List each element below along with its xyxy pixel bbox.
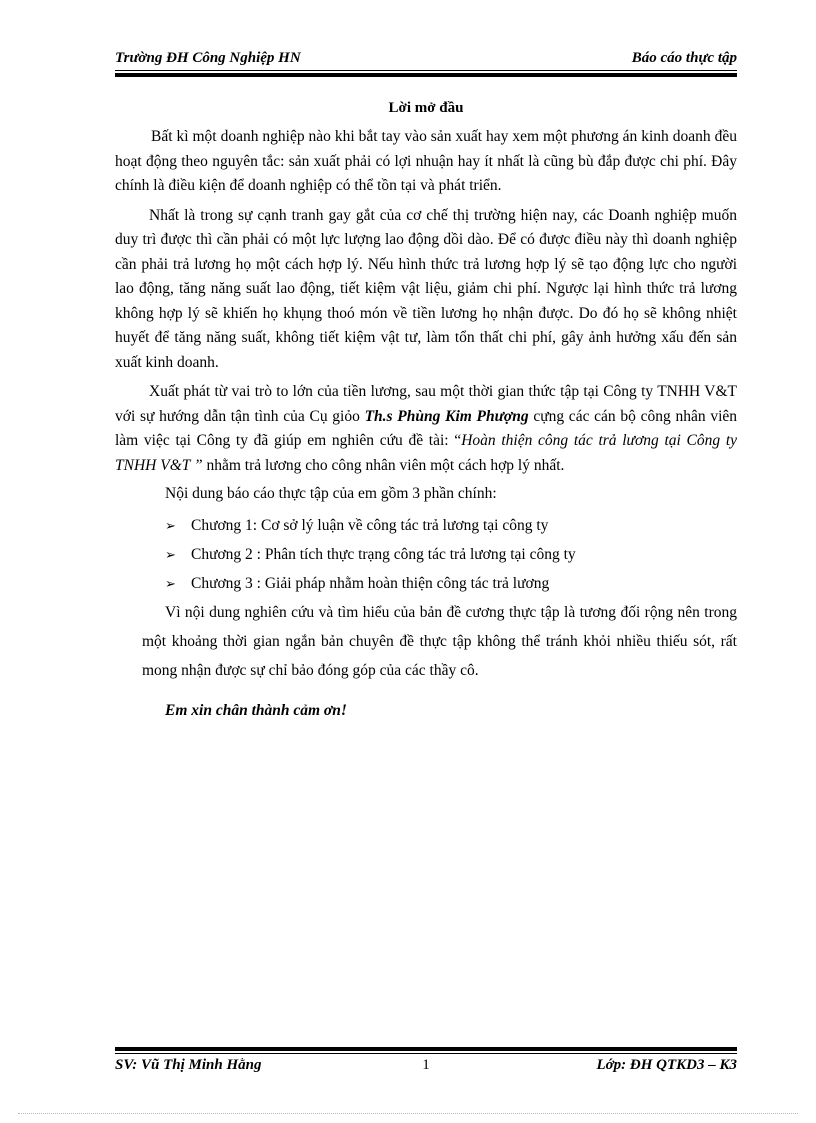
footer-class: Lớp: ĐH QTKD3 – K3 bbox=[596, 1057, 737, 1073]
footer-rule-thin bbox=[115, 1053, 737, 1054]
chapter-list bbox=[115, 511, 737, 598]
header-school: Trường ĐH Công Nghiệp HN bbox=[115, 50, 301, 66]
paragraph-3-text-b: cựng các cán bộ công nhân viên làm việc tại Công ty đã giúp em nghiên cứu đề tài: “ bbox=[115, 407, 737, 449]
paragraph-2: Nhất là trong sự cạnh tranh gay gắt của cơ chế thị trường hiện nay, các Doanh nghiệp muốn duy trì được thì cần phải có một lực lượng lao động dồi dào. Để có được điều này thì doanh nghiệp cần phải trả lương họ một cách hợp lý. Nếu hình thức trả lương hợp lý sẽ tạo động lực cho người lao động, tăng năng suất lao động, tiết kiệm vật liệu, giảm chi phí. Ngược lại hình thức trả lương không hợp lý sẽ khiến họ khụng thoó món về tiền lương họ nhận được. Do đó họ sẽ không nhiệt huyết để tăng năng suất, không tiết kiệm vật tư, làm tổn thất chi phí, gây ảnh hưởng xấu đến sản xuất kinh doanh. bbox=[115, 206, 737, 371]
page-title: Lời mở đầu bbox=[388, 100, 464, 116]
header-rule-thick bbox=[115, 73, 737, 77]
arrow-bullet-icon: ➢ bbox=[165, 546, 176, 562]
header-report-type: Báo cáo thực tập bbox=[631, 50, 737, 66]
paragraph-4: Nội dung báo cáo thực tập của em gồm 3 phần chính: bbox=[165, 485, 497, 502]
page-number: 1 bbox=[422, 1057, 430, 1073]
chapter-3: Chương 3 : Giải pháp nhằm hoàn thiện công tác trả lương bbox=[191, 574, 550, 592]
list-item bbox=[115, 540, 737, 569]
topic-title: Hoàn thiện công tác trả lương tại Công ty TNHH V&T ” bbox=[115, 432, 738, 474]
page-footer bbox=[115, 1057, 737, 1075]
paragraph-1: Bất kì một doanh nghiệp nào khi bắt tay vào sản xuất hay xem một phương án kinh doanh đều hoạt động theo nguyên tắc: sản xuất phải có lợi nhuận hay ít nhất là cũng bù đắp được chi phí. Đây chính là điều kiện để doanh nghiệp có thể tồn tại và phát triển. bbox=[115, 128, 737, 194]
chapter-1: Chương 1: Cơ sở lý luận về công tác trả lương tại công ty bbox=[191, 516, 549, 534]
arrow-bullet-icon: ➢ bbox=[165, 575, 176, 591]
header-rule-thin bbox=[115, 70, 737, 71]
page-edge-dots bbox=[18, 1113, 798, 1115]
teacher-name: Th.s Phùng Kim Phượng bbox=[364, 407, 529, 425]
footer-rule-thick bbox=[115, 1047, 737, 1051]
list-item bbox=[115, 569, 737, 598]
chapter-2: Chương 2 : Phân tích thực trạng công tác trả lương tại công ty bbox=[191, 545, 576, 563]
document-body bbox=[115, 125, 737, 723]
arrow-bullet-icon: ➢ bbox=[165, 517, 176, 533]
paragraph-3-text-a: Xuất phát từ vai trò to lớn của tiền lương, sau một thời gian thức tập tại Công ty TNHH V&T với sự hướng dẫn tận tình của Cụ giỏo bbox=[115, 383, 737, 425]
paragraph-5: Vì nội dung nghiên cứu và tìm hiểu của bản đề cương thực tập là tương đối rộng nên trong một khoảng thời gian ngắn bản chuyên đề thực tập không thể tránh khỏi nhiều thiếu sót, rất mong nhận được sự chỉ bảo đóng góp của các thầy cô. bbox=[142, 603, 737, 679]
footer-student: SV: Vũ Thị Minh Hằng bbox=[115, 1057, 262, 1073]
paragraph-3 bbox=[115, 380, 737, 478]
page-header bbox=[115, 50, 737, 68]
closing-line: Em xin chân thành cảm ơn! bbox=[165, 701, 347, 719]
list-item bbox=[115, 511, 737, 540]
paragraph-3-text-c: nhằm trả lương cho công nhân viên một cách hợp lý nhất. bbox=[202, 456, 565, 474]
